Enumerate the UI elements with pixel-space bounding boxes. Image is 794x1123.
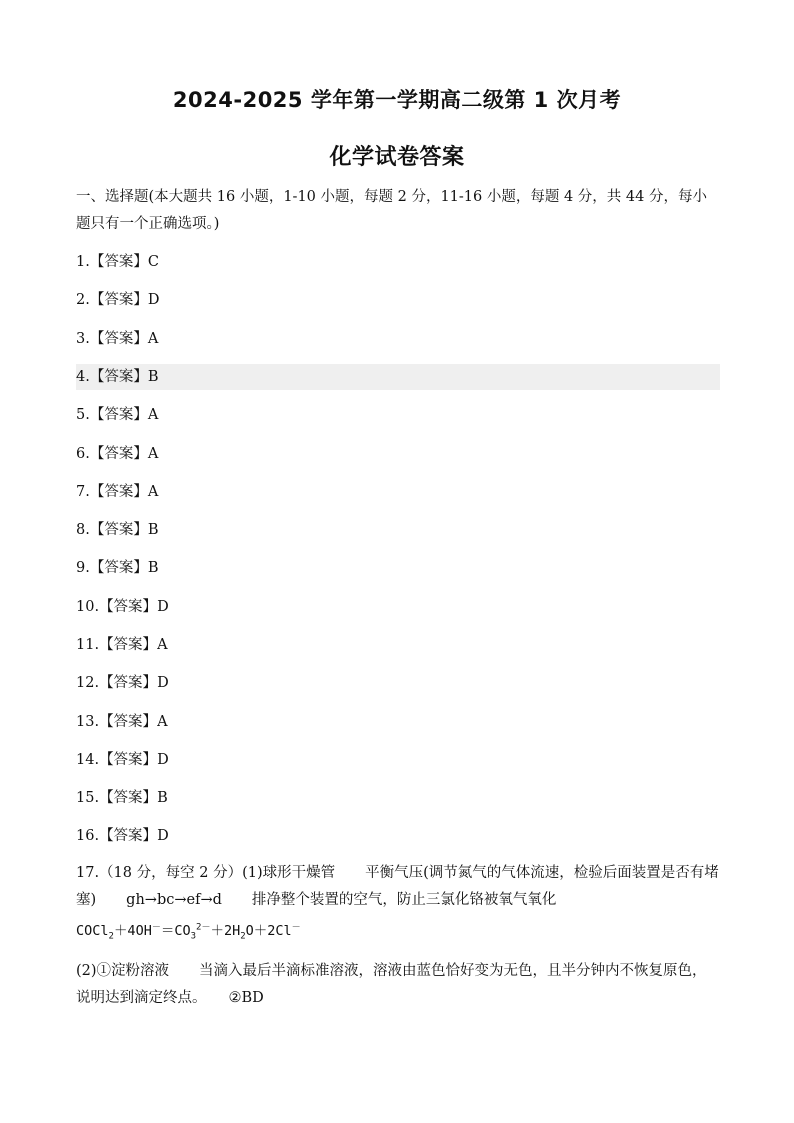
answer-number: 6. [76, 446, 90, 462]
answer-row [76, 441, 720, 467]
answer-value: A [157, 637, 168, 653]
answer-label: 【答案】 [89, 407, 148, 423]
q17-head: 17.（18 分，每空 2 分）(1)球形干燥管 [76, 865, 336, 881]
answer-row [76, 249, 720, 275]
answer-label: 【答案】 [89, 560, 148, 576]
section-heading: 一、选择题(本大题共 16 小题，1-10 小题，每题 2 分，11-16 小题，每题 4 分，共 44 分，每小题只有一个正确选项。) [76, 189, 707, 232]
answer-number: 7. [76, 484, 90, 500]
answer-value: B [147, 369, 159, 385]
answer-row [76, 364, 720, 390]
page-title: 2024-2025 学年第一学期高二级第 1 次月考 [172, 88, 622, 112]
answer-label: 【答案】 [99, 599, 158, 615]
q17-answer-3: gh→bc→ef→d [126, 892, 222, 908]
answer-value: A [147, 331, 159, 347]
answer-row [76, 670, 720, 696]
question-17-part1 [76, 860, 720, 950]
answer-value: A [147, 484, 159, 500]
answer-row [76, 594, 720, 620]
answer-number: 1. [76, 254, 90, 270]
answer-label: 【答案】 [89, 292, 148, 308]
answer-value: D [157, 752, 169, 768]
q17-answer-4: 排净整个装置的空气，防止三氯化铬被氧气氧化 [251, 892, 557, 908]
answer-number: 12. [76, 675, 100, 691]
answer-label: 【答案】 [89, 484, 148, 500]
answer-number: 2. [76, 292, 90, 308]
answer-value: A [147, 446, 159, 462]
answer-value: B [147, 560, 159, 576]
answer-number: 13. [76, 714, 100, 730]
answer-label: 【答案】 [89, 446, 148, 462]
answer-label: 【答案】 [99, 828, 158, 844]
answer-number: 16. [76, 828, 100, 844]
answer-number: 4. [76, 369, 90, 385]
answer-value: C [147, 254, 159, 270]
answer-label: 【答案】 [99, 675, 158, 691]
answer-number: 9. [76, 560, 90, 576]
answer-number: 5. [76, 407, 90, 423]
answer-row [76, 326, 720, 352]
answer-row [76, 823, 720, 849]
answer-number: 14. [76, 752, 100, 768]
answer-label: 【答案】 [99, 790, 158, 806]
answer-value: D [157, 599, 169, 615]
answer-value: D [147, 292, 160, 308]
answer-value: D [157, 828, 169, 844]
answer-value: B [157, 790, 168, 806]
question-17-part2 [76, 958, 720, 1012]
q17-p2-end: ②BD [228, 990, 264, 1006]
answer-number: 15. [76, 790, 100, 806]
answer-number: 3. [76, 331, 90, 347]
answer-label: 【答案】 [89, 522, 148, 538]
answer-label: 【答案】 [99, 714, 158, 730]
answer-row [76, 632, 720, 658]
answer-value: A [147, 407, 159, 423]
q17-p2-head: (2)①淀粉溶液 [76, 963, 170, 979]
q17-p2-text: 当滴入最后半滴标准溶液，溶液由蓝色恰好变为无色，且半分钟内不恢复原色，说明达到滴定终点。 [76, 963, 707, 1006]
answer-row [76, 479, 720, 505]
answer-row [76, 785, 720, 811]
answer-label: 【答案】 [99, 752, 158, 768]
answer-value: A [157, 714, 168, 730]
answer-number: 8. [76, 522, 90, 538]
answer-value: D [157, 675, 169, 691]
answer-number: 10. [76, 599, 100, 615]
answer-row [76, 709, 720, 735]
q17-equation: $COCl_2+4OH^-=CO_3^{2-}+2H_2O+2Cl^-$ [76, 922, 301, 942]
answer-row [76, 517, 720, 543]
answer-number: 11. [76, 637, 100, 653]
answer-label: 【答案】 [99, 637, 158, 653]
answer-row [76, 287, 720, 313]
answer-label: 【答案】 [89, 369, 148, 385]
answer-row [76, 747, 720, 773]
page-subtitle: 化学试卷答案 [329, 145, 465, 170]
q17-answer-2: 平衡气压(调节氮气的气体流速，检验后面装置是否有堵塞) [76, 865, 719, 908]
answer-row [76, 555, 720, 581]
answer-value: B [147, 522, 159, 538]
answer-label: 【答案】 [89, 331, 148, 347]
answer-row [76, 402, 720, 428]
answer-label: 【答案】 [89, 254, 148, 270]
